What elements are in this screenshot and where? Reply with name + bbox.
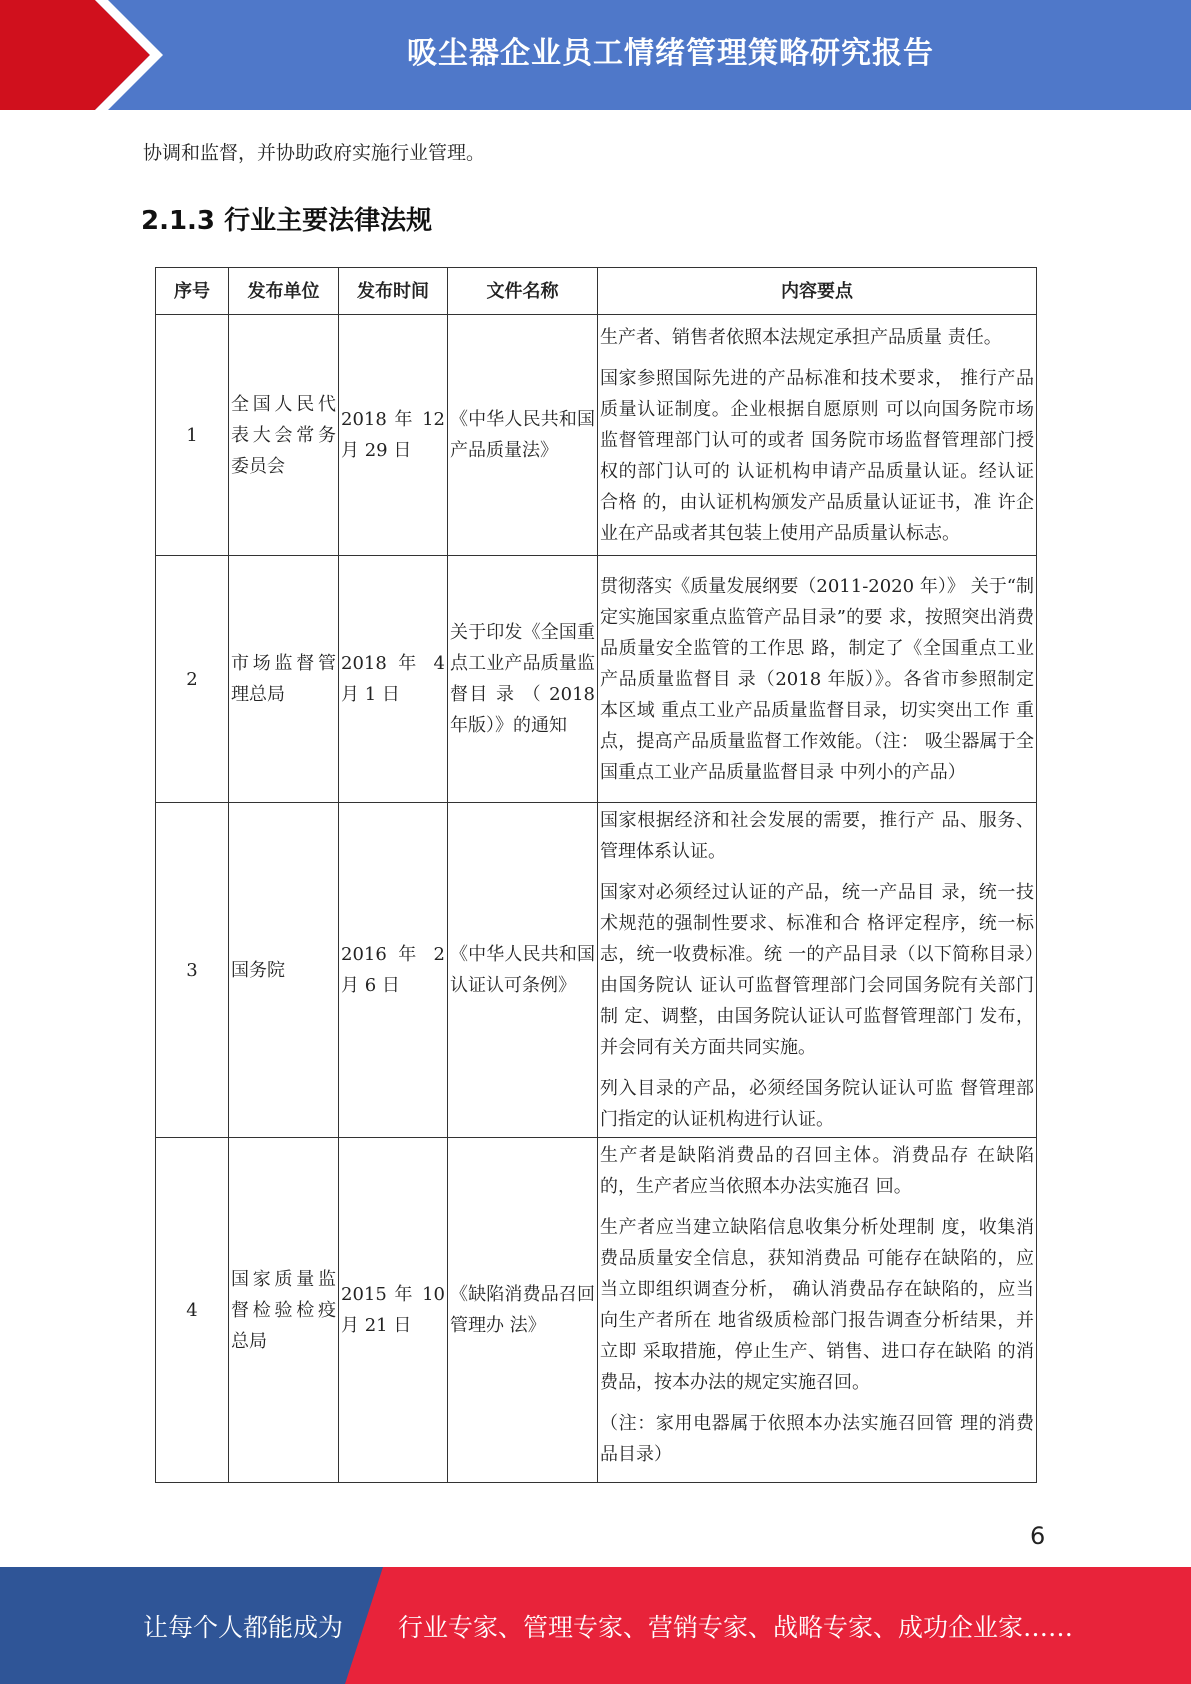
footer-slogan-right: 行业专家、管理专家、营销专家、战略专家、成功企业家…… [398, 1612, 1074, 1642]
page-footer [0, 1567, 1191, 1684]
row-num: 4 [156, 1138, 229, 1483]
header-org: 发布单位 [229, 268, 339, 315]
report-title: 吸尘器企业员工情绪管理策略研究报告 [407, 36, 934, 71]
table-row [156, 315, 1037, 556]
intro-paragraph: 协调和监督，并协助政府实施行业管理。 [143, 142, 486, 164]
table-header-row [156, 268, 1037, 315]
section-heading: 2.1.3 行业主要法律法规 [141, 206, 433, 236]
content-paragraph: 国家对必须经过认证的产品，统一产品目 录，统一技术规范的强制性要求、标准和合 格评定程序，统一标志，统一收费标准。统 一的产品目录（以下简称目录）由国务院认 证认可监督管理部门会同国务院有关部门制 定、调整，由国务院认证认可监督管理部门 发布，并会同有关方面共同实施。 [600, 882, 1034, 1058]
row-content [598, 315, 1037, 556]
row-content [598, 1138, 1037, 1483]
content-paragraph: 列入目录的产品，必须经国务院认证认可监 督管理部门指定的认证机构进行认证。 [600, 1078, 1034, 1130]
row-doc: 《中华人民共和国产品质量法》 [448, 315, 598, 556]
row-doc: 关于印发《全国重点工业产品质量监督目 录 （ 2018 年版）》的通知 [448, 556, 598, 803]
row-content [598, 556, 1037, 803]
header-doc: 文件名称 [448, 268, 598, 315]
row-content [598, 803, 1037, 1138]
row-date: 2015 年 10 月 21 日 [339, 1138, 448, 1483]
content-paragraph: 国家根据经济和社会发展的需要，推行产 品、服务、管理体系认证。 [600, 810, 1034, 862]
row-org: 国家质量监督检验检疫总局 [229, 1138, 339, 1483]
header-date: 发布时间 [339, 268, 448, 315]
regulations-table-container [155, 267, 1036, 1465]
content-paragraph: 生产者、销售者依照本法规定承担产品质量 责任。 [600, 326, 1002, 348]
row-num: 2 [156, 556, 229, 803]
page-number: 6 [1030, 1522, 1046, 1550]
regulations-table [155, 267, 1037, 1483]
content-paragraph: 生产者应当建立缺陷信息收集分析处理制 度，收集消费品质量安全信息，获知消费品 可能存在缺陷的，应当立即组织调查分析， 确认消费品存在缺陷的，应当向生产者所在 地省级质检部门报告调查分析结果，并立即 采取措施，停止生产、销售、进口存在缺陷 的消费品，按本办法的规定实施召回。 [600, 1217, 1034, 1393]
content-paragraph: 国家参照国际先进的产品标准和技术要求， 推行产品质量认证制度。企业根据自愿原则 可以向国务院市场监督管理部门认可的或者 国务院市场监督管理部门授权的部门认可的 认证机构申请产品质量认证。经认证合格 的，由认证机构颁发产品质量认证证书，准 许企业在产品或者其包装上使用产品质量认标志。 [600, 367, 1034, 544]
table-row [156, 803, 1037, 1138]
content-paragraph: 贯彻落实《质量发展纲要（2011-2020 年）》 关于“制定实施国家重点监管产品目录”的要 求，按照突出消费品质量安全监管的工作思 路，制定了《全国重点工业产品质量监督目 录（2018 年版）》。各省市参照制定本区域 重点工业产品质量监督目录，切实突出工作 重点，提高产品质量监督工作效能。（注： 吸尘器属于全国重点工业产品质量监督目录 中列小的产品） [600, 575, 1034, 783]
row-date: 2018 年 4 月 1 日 [339, 556, 448, 803]
header-content: 内容要点 [598, 268, 1037, 315]
row-doc: 《缺陷消费品召回管理办 法》 [448, 1138, 598, 1483]
row-org: 市场监督管理总局 [229, 556, 339, 803]
content-paragraph: 生产者是缺陷消费品的召回主体。消费品存 在缺陷的，生产者应当依照本办法实施召 回。 [600, 1145, 1034, 1197]
row-doc: 《中华人民共和国认证认可条例》 [448, 803, 598, 1138]
row-org: 全国人民代表大会常务委员会 [229, 315, 339, 556]
footer-slogan-left: 让每个人都能成为 [143, 1612, 344, 1642]
row-num: 3 [156, 803, 229, 1138]
row-num: 1 [156, 315, 229, 556]
header-num: 序号 [156, 268, 229, 315]
table-row [156, 1138, 1037, 1483]
content-paragraph: （注：家用电器属于依照本办法实施召回管 理的消费品目录） [600, 1413, 1034, 1465]
row-org: 国务院 [229, 803, 339, 1138]
table-row [156, 556, 1037, 803]
row-date: 2016 年 2 月 6 日 [339, 803, 448, 1138]
row-date: 2018 年 12 月 29 日 [339, 315, 448, 556]
page-header [0, 0, 1191, 110]
